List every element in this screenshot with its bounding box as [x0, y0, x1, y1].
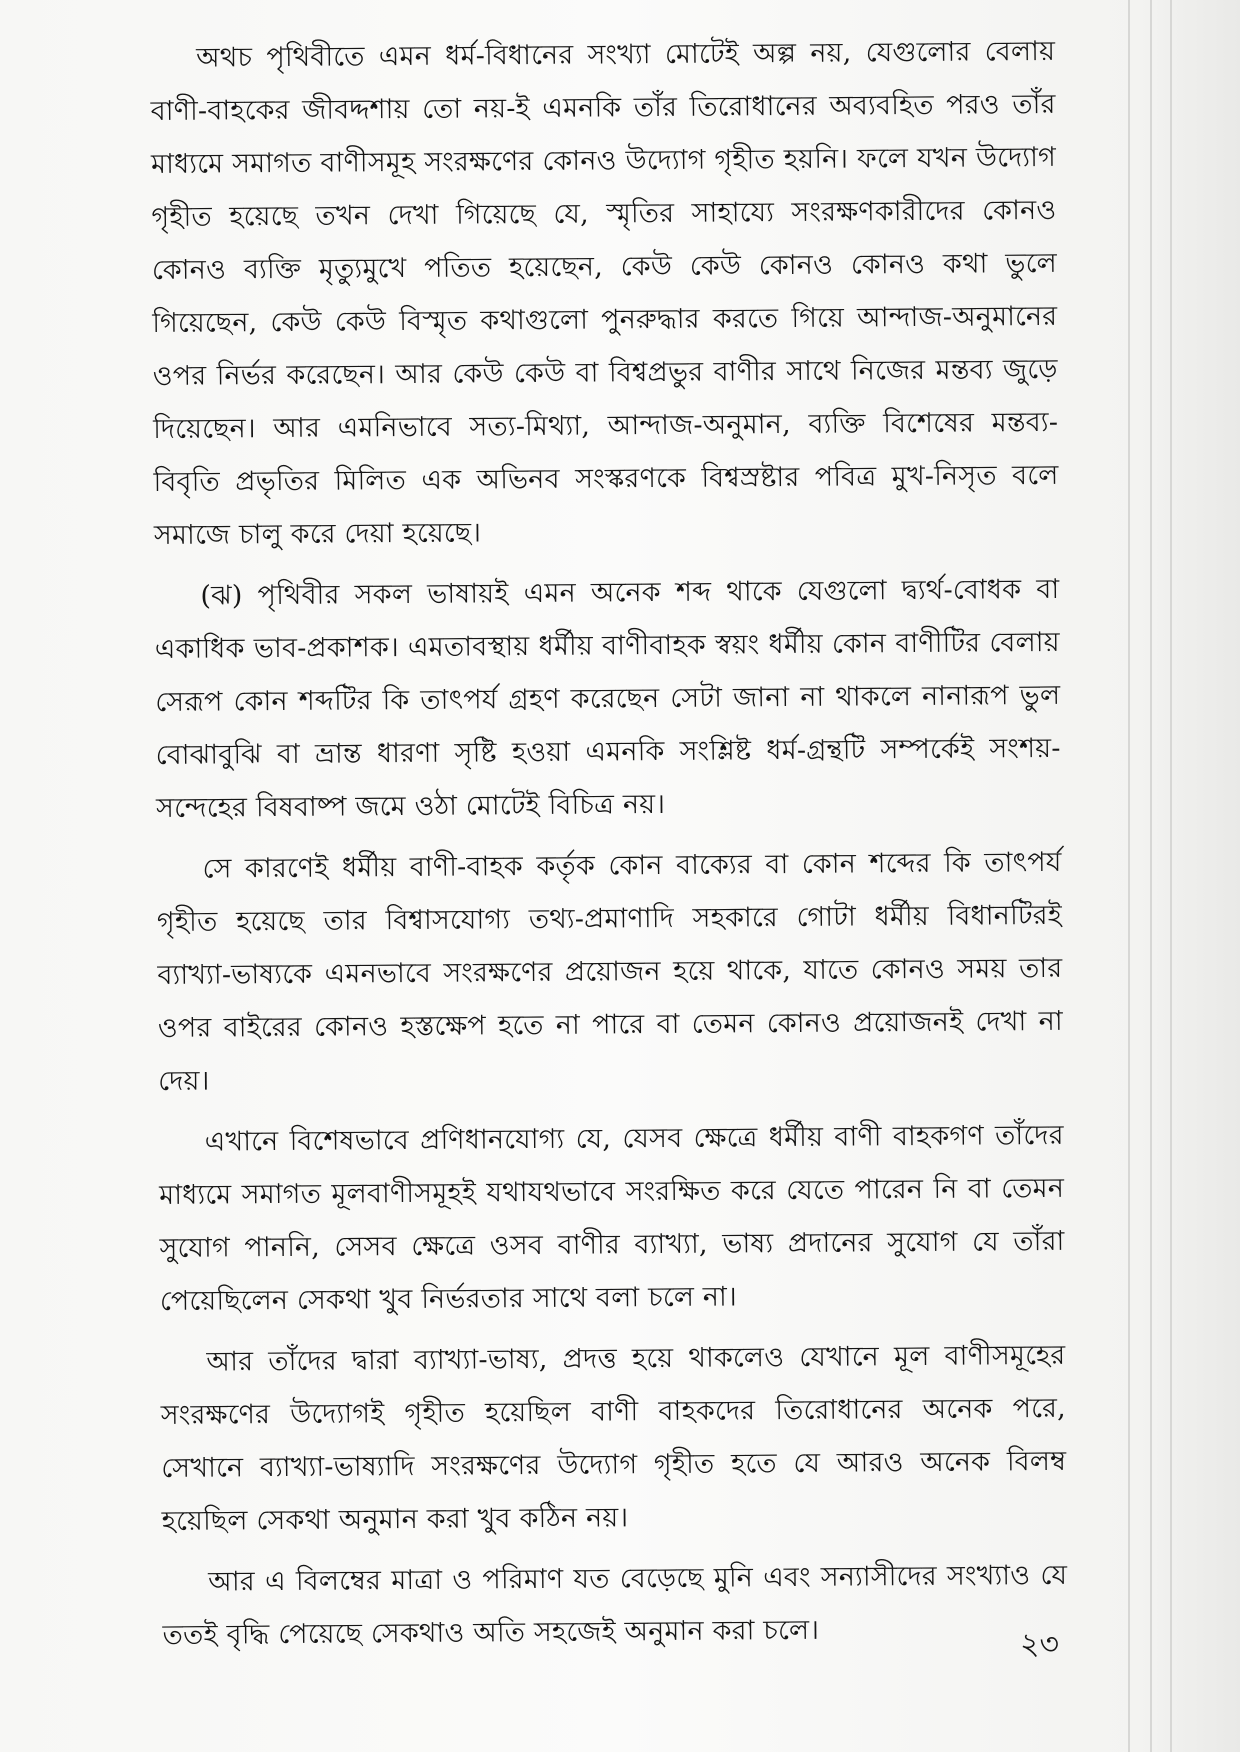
paragraph: আর এ বিলম্বের মাত্রা ও পরিমাণ যত বেড়েছে মুনি এবং সন্যাসীদের সংখ্যাও যে ততই বৃদ্ধি পেয়েছে সেকথাও অতি সহজেই অনুমান করা চলে। [162, 1559, 1068, 1651]
page-edge-line [1170, 0, 1172, 1752]
page-edge-line [1150, 0, 1152, 1752]
body-text [150, 25, 1068, 1670]
paragraph: আর তাঁদের দ্বারা ব্যাখ্যা-ভাষ্য, প্রদত্ত হয়ে থাকলেও যেখানে মূল বাণীসমূহের সংরক্ষণের উদ্যোগই গৃহীত হয়েছিল বাণী বাহকদের তিরোধানের অনেক পরে, সেখানে ব্যাখ্যা-ভাষ্যাদি সংরক্ষণের উদ্যোগ গৃহীত হতে যে আরও অনেক বিলম্ব হয়েছিল সেকথা অনুমান করা খুব কঠিন নয়। [160, 1339, 1067, 1537]
paragraph: অথচ পৃথিবীতে এমন ধর্ম-বিধানের সংখ্যা মোটেই অল্প নয়, যেগুলোর বেলায় বাণী-বাহকের জীবদ্দশায় তো নয়-ই এমনকি তাঁর তিরোধানের অব্যবহিত পরও তাঁর মাধ্যমে সমাগত বাণীসমূহ সংরক্ষণের কোনও উদ্যোগ গৃহীত হয়নি। ফলে যখন উদ্যোগ গৃহীত হয়েছে তখন দেখা গিয়েছে যে, স্মৃতির সাহায্যে সংরক্ষণকারীদের কোনও কোনও ব্যক্তি মৃত্যুমুখে পতিত হয়েছেন, কেউ কেউ কোনও কোনও কথা ভুলে গিয়েছেন, কেউ কেউ বিস্মৃত কথাগুলো পুনরুদ্ধার করতে গিয়ে আন্দাজ-অনুমানের ওপর নির্ভর করেছেন। আর কেউ কেউ বা বিশ্বপ্রভুর বাণীর সাথে নিজের মন্তব্য জুড়ে দিয়েছেন। আর এমনিভাবে সত্য-মিথ্যা, আন্দাজ-অনুমান, ব্যক্তি বিশেষের মন্তব্য-বিবৃতি প্রভৃতির মিলিত এক অভিনব সংস্করণকে বিশ্বস্রষ্টার পবিত্র মুখ-নিসৃত বলে সমাজে চালু করে দেয়া হয়েছে। [150, 35, 1059, 551]
page-number: ২৩ [1020, 1627, 1060, 1662]
paragraph: সে কারণেই ধর্মীয় বাণী-বাহক কর্তৃক কোন বাক্যের বা কোন শব্দের কি তাৎপর্য গৃহীত হয়েছে তার বিশ্বাসযোগ্য তথ্য-প্রমাণাদি সহকারে গোটা ধর্মীয় বিধানটিরই ব্যাখ্যা-ভাষ্যকে এমনভাবে সংরক্ষণের প্রয়োজন হয়ে থাকে, যাতে কোনও সময় তার ওপর বাইরের কোনও হস্তক্ষেপ হতে না পারে বা তেমন কোনও প্রয়োজনই দেখা না দেয়। [156, 846, 1063, 1097]
paragraph: এখানে বিশেষভাবে প্রণিধানযোগ্য যে, যেসব ক্ষেত্রে ধর্মীয় বাণী বাহকগণ তাঁদের মাধ্যমে সমাগত মূলবাণীসমূহই যথাযথভাবে সংরক্ষিত করে যেতে পারেন নি বা তেমন সুযোগ পাননি, সেসব ক্ষেত্রে ওসব বাণীর ব্যাখ্যা, ভাষ্য প্রদানের সুযোগ যে তাঁরা পেয়েছিলেন সেকথা খুব নির্ভরতার সাথে বলা চলে না। [159, 1119, 1065, 1317]
paragraph: (ঝ) পৃথিবীর সকল ভাষায়ই এমন অনেক শব্দ থাকে যেগুলো দ্ব্যর্থ-বোধক বা একাধিক ভাব-প্রকাশক। এমতাবস্থায় ধর্মীয় বাণীবাহক স্বয়ং ধর্মীয় কোন বাণীটির বেলায় সেরূপ কোন শব্দটির কি তাৎপর্য গ্রহণ করেছেন সেটা জানা না থাকলে নানারূপ ভুল বোঝাবুঝি বা ভ্রান্ত ধারণা সৃষ্টি হওয়া এমনকি সংশ্লিষ্ট ধর্ম-গ্রন্থটি সম্পর্কেই সংশয়-সন্দেহের বিষবাষ্প জমে ওঠা মোটেই বিচিত্র নয়। [154, 573, 1061, 824]
page-edge-line [1128, 0, 1130, 1752]
